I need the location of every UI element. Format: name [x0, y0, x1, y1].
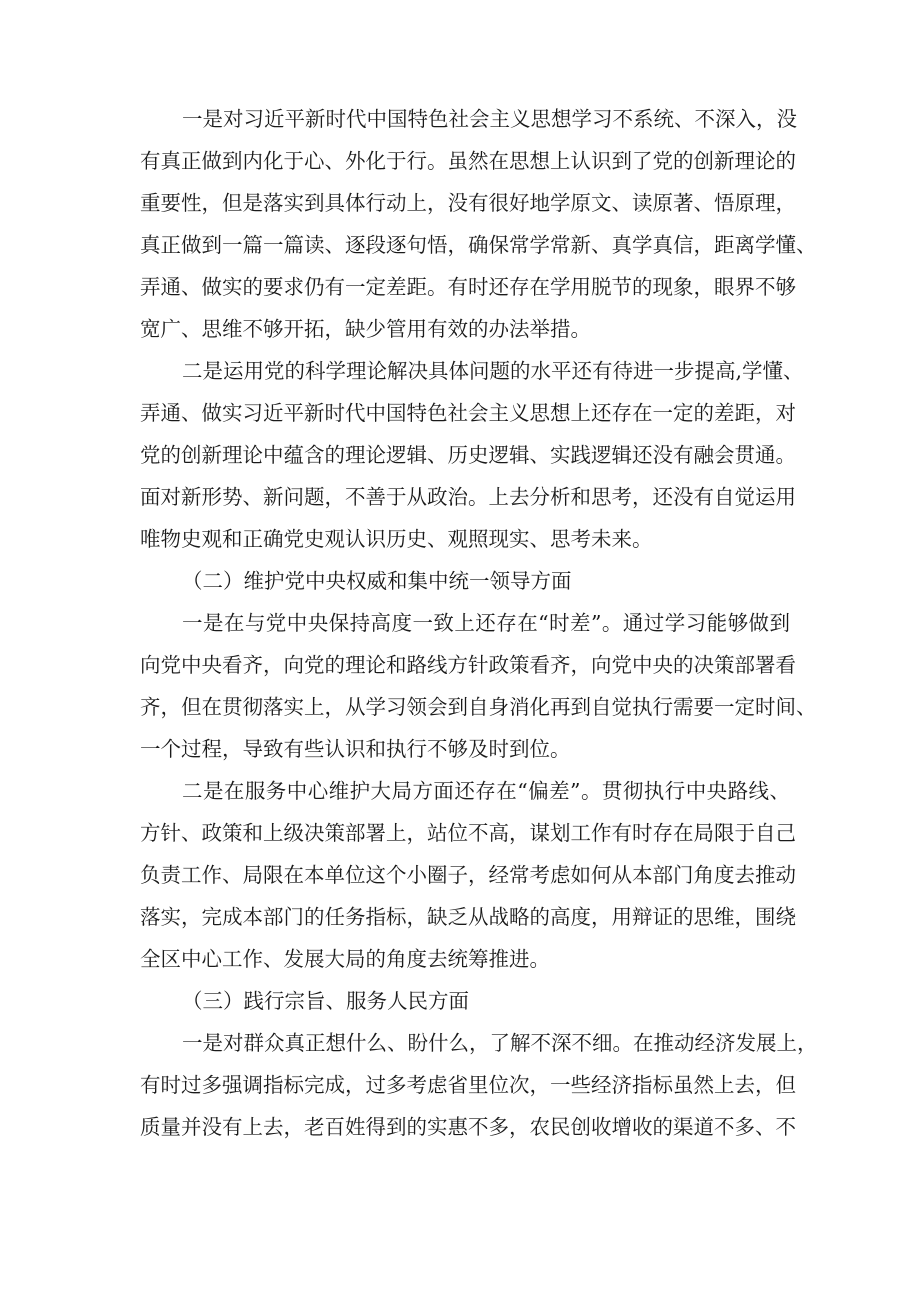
- paragraph-1-line-3: 重要性，但是落实到具体行动上，没有很好地学原文、读原著、悟原理，: [140, 191, 796, 215]
- paragraph-5-line-3: 质量并没有上去，老百姓得到的实惠不多，农民创收增收的渠道不多、不: [140, 1115, 796, 1139]
- paragraph-3-line-1: 一是在与党中央保持高度一致上还存在“时差”。通过学习能够做到: [182, 611, 790, 635]
- paragraph-1-line-5: 弄通、做实的要求仍有一定差距。有时还存在学用脱节的现象，眼界不够: [140, 275, 796, 299]
- paragraph-3-line-4: 一个过程，导致有些认识和执行不够及时到位。: [140, 737, 571, 761]
- paragraph-1-line-4: 真正做到一篇一篇读、逐段逐句悟，确保常学常新、真学真信，距离学懂、: [140, 233, 817, 257]
- paragraph-2-line-1: 二是运用党的科学理论解决具体问题的水平还有待进一步提高,学懂、: [182, 359, 804, 383]
- paragraph-5-line-2: 有时过多强调指标完成，过多考虑省里位次，一些经济指标虽然上去，但: [140, 1073, 796, 1097]
- paragraph-2-line-3: 党的创新理论中蕴含的理论逻辑、历史逻辑、实践逻辑还没有融会贯通。: [140, 443, 796, 467]
- section-heading-2: （二）维护党中央权威和集中统一领导方面: [182, 569, 572, 593]
- section-heading-3: （三）践行宗旨、服务人民方面: [182, 989, 469, 1013]
- paragraph-3-line-3: 齐，但在贯彻落实上，从学习领会到自身消化再到自觉执行需要一定时间、: [140, 695, 817, 719]
- paragraph-4-line-5: 全区中心工作、发展大局的角度去统筹推进。: [140, 947, 550, 971]
- paragraph-1-line-2: 有真正做到内化于心、外化于行。虽然在思想上认识到了党的创新理论的: [140, 149, 796, 173]
- paragraph-5-line-1: 一是对群众真正想什么、盼什么，了解不深不细。在推动经济发展上，: [182, 1031, 818, 1055]
- paragraph-2-line-2: 弄通、做实习近平新时代中国特色社会主义思想上还存在一定的差距，对: [140, 401, 796, 425]
- paragraph-1-line-6: 宽广、思维不够开拓，缺少管用有效的办法举措。: [140, 317, 591, 341]
- paragraph-4-line-3: 负责工作、局限在本单位这个小圈子，经常考虑如何从本部门角度去推动: [140, 863, 796, 887]
- paragraph-4-line-2: 方针、政策和上级决策部署上，站位不高，谋划工作有时存在局限于自己: [140, 821, 796, 845]
- paragraph-4-line-4: 落实，完成本部门的任务指标，缺乏从战略的高度，用辩证的思维，围绕: [140, 905, 796, 929]
- paragraph-3-line-2: 向党中央看齐，向党的理论和路线方针政策看齐，向党中央的决策部署看: [140, 653, 796, 677]
- paragraph-4-line-1: 二是在服务中心维护大局方面还存在“偏差”。贯彻执行中央路线、: [182, 779, 790, 803]
- paragraph-2-line-4: 面对新形势、新问题，不善于从政治。上去分析和思考，还没有自觉运用: [140, 485, 796, 509]
- paragraph-2-line-5: 唯物史观和正确党史观认识历史、观照现实、思考未来。: [140, 527, 653, 551]
- paragraph-1-line-1: 一是对习近平新时代中国特色社会主义思想学习不系统、不深入，没: [182, 107, 797, 131]
